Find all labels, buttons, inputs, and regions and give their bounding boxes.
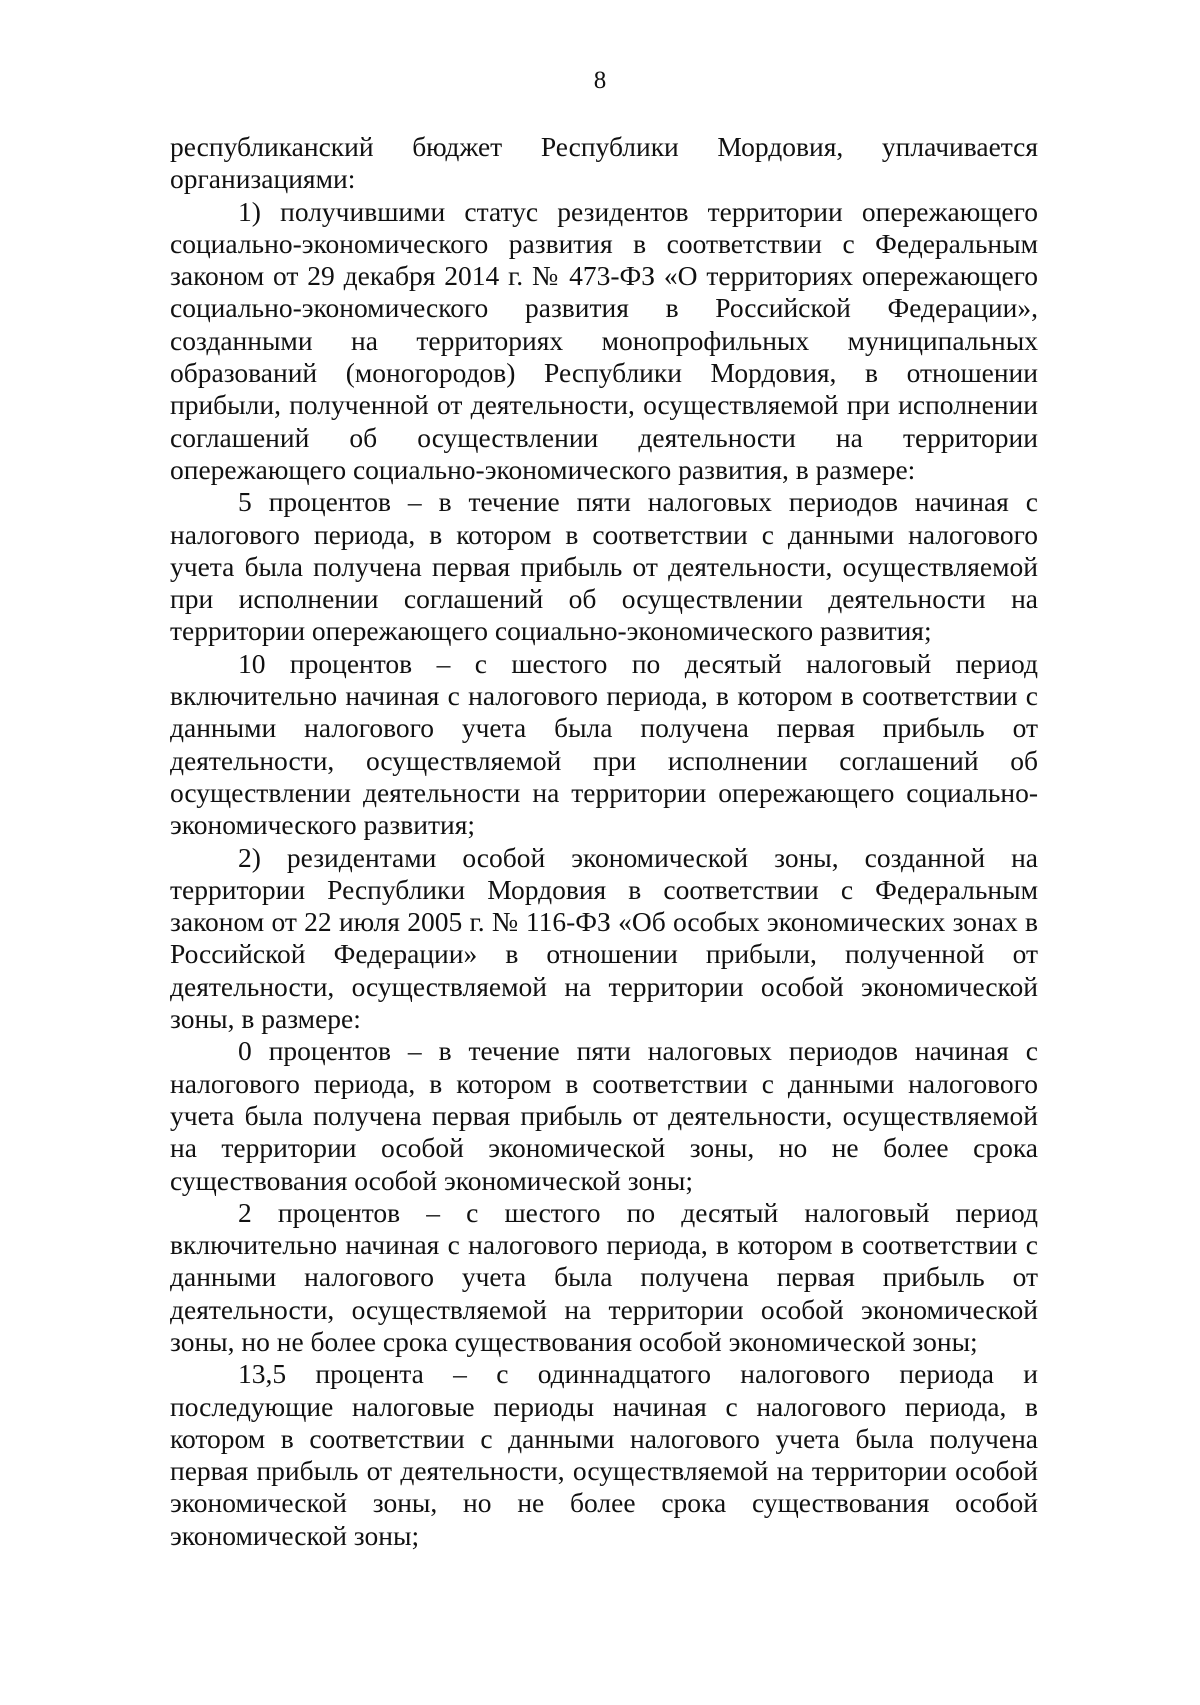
paragraph-rate-0: 0 процентов – в течение пяти налоговых периодов начиная с налогового периода, в котором в соответствии с данными налогового учета была получена первая прибыль от деятельности, осуществляемой на территории особой экономической зоны, но не более срока существования особой экономической зоны; — [170, 1035, 1038, 1196]
document-body — [170, 131, 1038, 1552]
paragraph-rate-5: 5 процентов – в течение пяти налоговых периодов начиная с налогового периода, в котором в соответствии с данными налогового учета была получена первая прибыль от деятельности, осуществляемой при исполнении соглашений об осуществлении деятельности на территории опережающего социально-экономического развития; — [170, 486, 1038, 647]
paragraph-rate-2: 2 процентов – с шестого по десятый налоговый период включительно начиная с налогового периода, в котором в соответствии с данными налогового учета была получена первая прибыль от деятельности, осуществляемой на территории особой экономической зоны, но не более срока существования особой экономической зоны; — [170, 1196, 1038, 1357]
paragraph-item-2: 2) резидентами особой экономической зоны, созданной на территории Республики Мордовия в соответствии с Федеральным законом от 22 июля 2005 г. № 116-ФЗ «Об особых экономических зонах в Российской Федерации» в отношении прибыли, полученной от деятельности, осуществляемой на территории особой экономической зоны, в размере: — [170, 841, 1038, 1035]
paragraph-rate-10: 10 процентов – с шестого по десятый налоговый период включительно начиная с налогового периода, в котором в соответствии с данными налогового учета была получена первая прибыль от деятельности, осуществляемой при исполнении соглашений об осуществлении деятельности на территории опережающего социально-экономического развития; — [170, 647, 1038, 841]
page-number: 8 — [593, 67, 607, 94]
paragraph-continuation: республиканский бюджет Республики Мордовия, уплачивается организациями: — [170, 131, 1038, 195]
paragraph-item-1: 1) получившими статус резидентов территории опережающего социально-экономического развития в соответствии с Федеральным законом от 29 декабря 2014 г. № 473-ФЗ «О территориях опережающего социально-экономического развития в Российской Федерации», созданными на территориях монопрофильных муниципальных образований (моногородов) Республики Мордовия, в отношении прибыли, полученной от деятельности, осуществляемой при исполнении соглашений об осуществлении деятельности на территории опережающего социально-экономического развития, в размере: — [170, 195, 1038, 485]
paragraph-rate-13-5: 13,5 процента – с одиннадцатого налогового периода и последующие налоговые периоды начиная с налогового периода, в котором в соответствии с данными налогового учета была получена первая прибыль от деятельности, осуществляемой на территории особой экономической зоны, но не более срока существования особой экономической зоны; — [170, 1358, 1038, 1551]
